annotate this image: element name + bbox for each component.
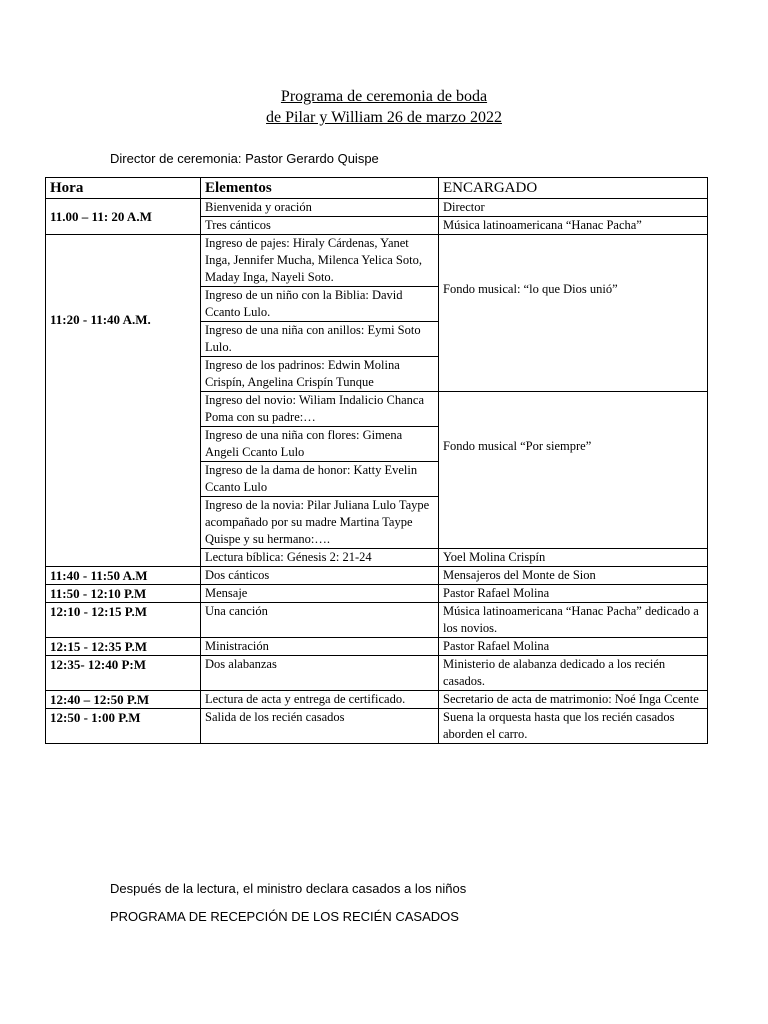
element-cell: Ingreso de un niño con la Biblia: David Ccanto Lulo. [201, 287, 439, 322]
element-cell: Dos cánticos [201, 567, 439, 585]
time-cell: 12:35- 12:40 P:M [46, 656, 201, 691]
time-cell: 12:40 – 12:50 P.M [46, 691, 201, 709]
element-cell: Bienvenida y oración [201, 199, 439, 217]
element-cell: Ingreso de una niña con flores: Gimena Angeli Ccanto Lulo [201, 427, 439, 462]
element-cell: Ingreso de la dama de honor: Katty Evelin Ccanto Lulo [201, 462, 439, 497]
element-cell: Ingreso de una niña con anillos: Eymi Soto Lulo. [201, 322, 439, 357]
time-cell: 12:10 - 12:15 P.M [46, 603, 201, 638]
time-cell: 11:50 - 12:10 P.M [46, 585, 201, 603]
responsible-cell: Música latinoamericana “Hanac Pacha” [439, 217, 708, 235]
element-cell: Tres cánticos [201, 217, 439, 235]
responsible-cell: Yoel Molina Crispín [439, 549, 708, 567]
director-line: Director de ceremonia: Pastor Gerardo Quispe [110, 151, 379, 166]
document-title: Programa de ceremonia de boda [280, 88, 488, 105]
responsible-cell: Secretario de acta de matrimonio: Noé Inga Ccente [439, 691, 708, 709]
element-cell: Ministración [201, 638, 439, 656]
reception-heading: PROGRAMA DE RECEPCIÓN DE LOS RECIÉN CASADOS [110, 909, 459, 924]
table-row [46, 691, 708, 709]
table-row [46, 585, 708, 603]
element-cell: Una canción [201, 603, 439, 638]
element-cell: Ingreso de pajes: Hiraly Cárdenas, Yanet Inga, Jennifer Mucha, Milenca Yelica Soto, Maday Inga, Nayeli Soto. [201, 235, 439, 287]
responsible-cell: Director [439, 199, 708, 217]
document-subtitle: de Pilar y William 26 de marzo 2022 [266, 109, 502, 126]
time-cell: 12:15 - 12:35 P.M [46, 638, 201, 656]
element-cell: Ingreso de los padrinos: Edwin Molina Crispín, Angelina Crispín Tunque [201, 357, 439, 392]
element-cell: Mensaje [201, 585, 439, 603]
table-row [46, 235, 708, 287]
responsible-cell: Fondo musical “Por siempre” [439, 392, 708, 549]
program-table [45, 177, 708, 744]
time-cell: 11.00 – 11: 20 A.M [46, 199, 201, 235]
element-cell: Ingreso de la novia: Pilar Juliana Lulo Taype acompañado por su madre Martina Taype Quispe y su hermano:…. [201, 497, 439, 549]
element-cell: Ingreso del novio: Wiliam Indalicio Chanca Poma con su padre:… [201, 392, 439, 427]
responsible-cell: Música latinoamericana “Hanac Pacha” dedicado a los novios. [439, 603, 708, 638]
header-elementos: Elementos [201, 178, 439, 199]
table-row [46, 709, 708, 744]
responsible-cell: Suena la orquesta hasta que los recién casados aborden el carro. [439, 709, 708, 744]
element-cell: Lectura de acta y entrega de certificado. [201, 691, 439, 709]
time-cell: 12:50 - 1:00 P.M [46, 709, 201, 744]
responsible-cell: Pastor Rafael Molina [439, 585, 708, 603]
header-row [46, 178, 708, 199]
element-cell: Lectura bíblica: Génesis 2: 21-24 [201, 549, 439, 567]
header-encargado: ENCARGADO [439, 178, 708, 199]
table-row [46, 603, 708, 638]
responsible-cell: Ministerio de alabanza dedicado a los recién casados. [439, 656, 708, 691]
table-row [46, 199, 708, 217]
time-cell: 11:40 - 11:50 A.M [46, 567, 201, 585]
responsible-cell: Mensajeros del Monte de Sion [439, 567, 708, 585]
element-cell: Salida de los recién casados [201, 709, 439, 744]
footer-note: Después de la lectura, el ministro declara casados a los niños [110, 881, 467, 896]
time-cell: 11:20 - 11:40 A.M. [46, 235, 201, 567]
element-cell: Dos alabanzas [201, 656, 439, 691]
table-row [46, 567, 708, 585]
responsible-cell: Pastor Rafael Molina [439, 638, 708, 656]
header-hora: Hora [46, 178, 201, 199]
responsible-cell: Fondo musical: “lo que Dios unió” [439, 235, 708, 392]
table-row [46, 656, 708, 691]
table-row [46, 638, 708, 656]
